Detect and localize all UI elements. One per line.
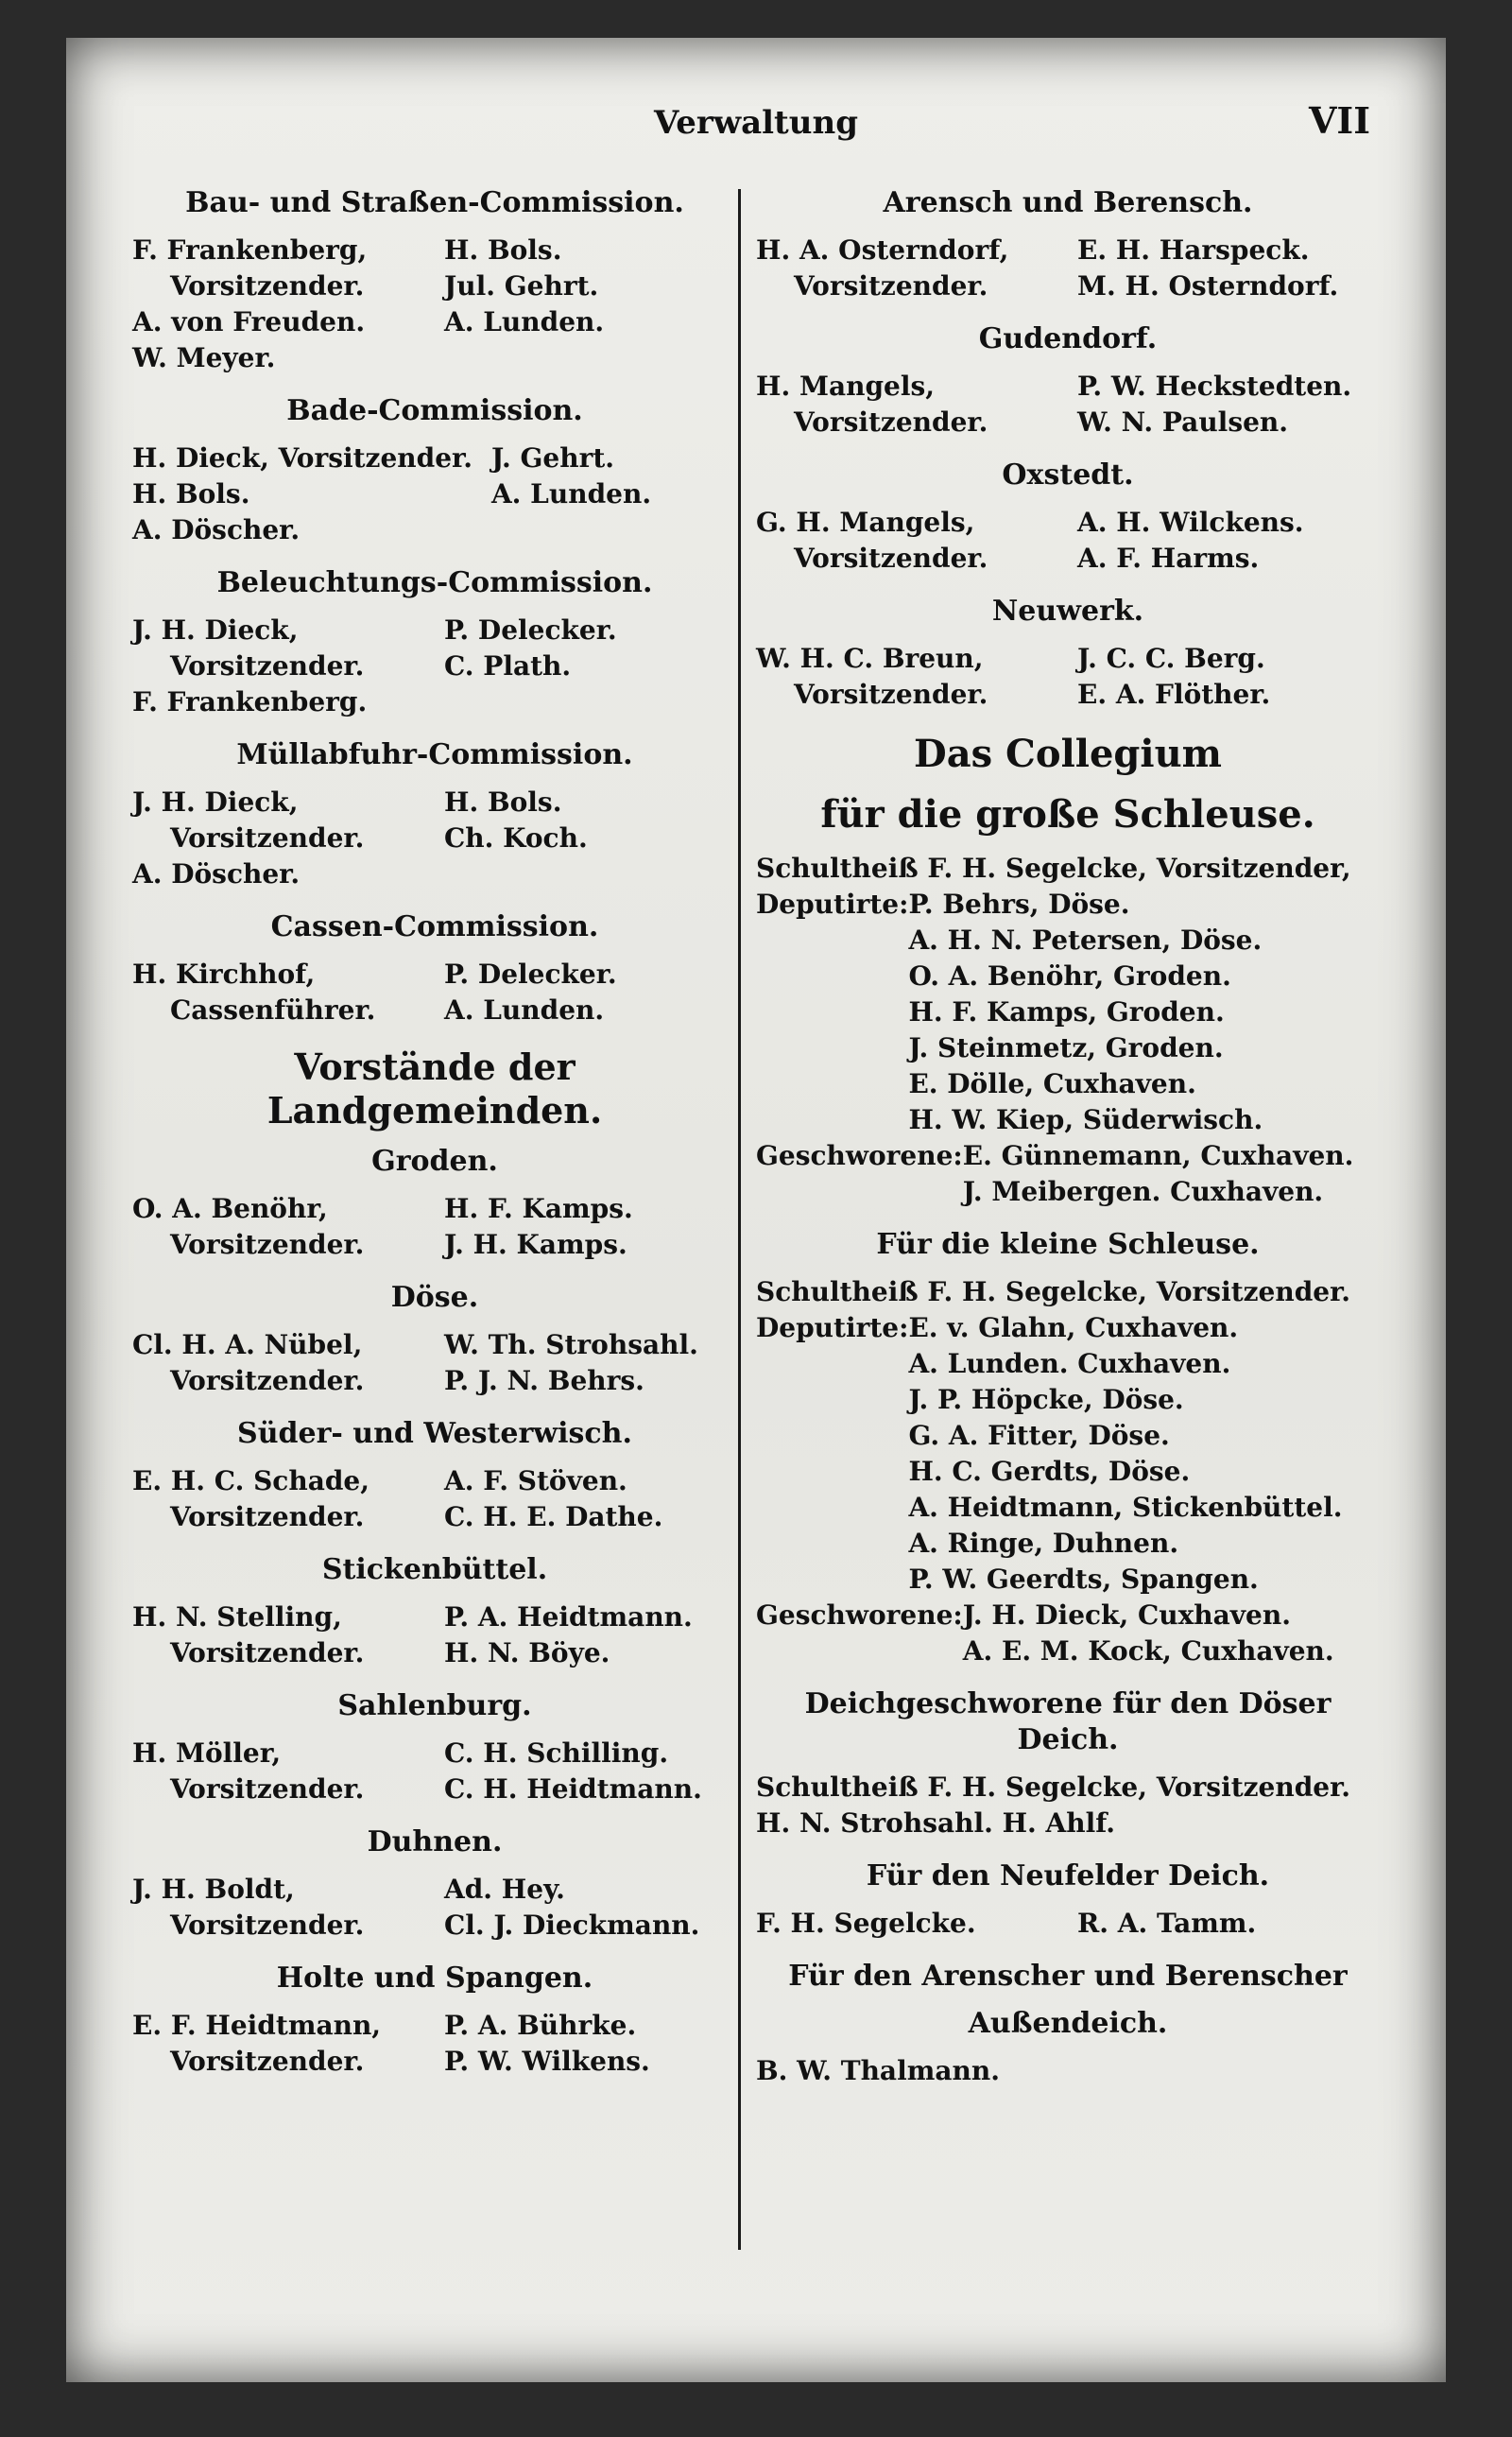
section-arensch-berensch — [756, 185, 1380, 304]
member-name-left: Vorsitzender. — [170, 1637, 365, 1668]
member-name-right: M. H. Osterndorf. — [1077, 270, 1339, 302]
member-name-left: H. Kirchhof, — [132, 959, 316, 990]
left-column — [132, 180, 737, 2097]
member-name-right: J. H. Kamps. — [444, 1229, 627, 1260]
member-name-left: J. H. Dieck, — [132, 786, 299, 818]
section-heading: Süder- und Westerwisch. — [237, 1417, 632, 1450]
member-name-left: Vorsitzender. — [170, 1365, 365, 1396]
section-heading: Groden. — [371, 1145, 498, 1178]
list-item: A. Lunden. Cuxhaven. — [908, 1348, 1231, 1379]
member-list — [132, 1327, 737, 1399]
page-number: VII — [1308, 99, 1370, 142]
list-item: A. Ringe, Duhnen. — [908, 1528, 1179, 1559]
member-list — [132, 785, 737, 892]
member-name-left: Vorsitzender. — [170, 270, 365, 302]
member-name-right: W. Th. Strohsahl. — [444, 1329, 698, 1360]
geschworene-block — [756, 1598, 1380, 1669]
deputirte-block — [756, 1310, 1380, 1598]
section-heading: Für den Neufelder Deich. — [866, 1859, 1270, 1893]
member-name-left: Vorsitzender. — [170, 2046, 365, 2077]
member-name-left: H. Mangels, — [756, 371, 935, 402]
list-item: H. W. Kiep, Süderwisch. — [908, 1104, 1263, 1135]
member-name-right: A. Lunden. — [444, 994, 605, 1026]
deich-line: Schultheiß F. H. Segelcke, Vorsitzender. — [756, 1772, 1351, 1803]
section-kleine-schleuse — [756, 1227, 1380, 1669]
member-name-right: C. Plath. — [444, 650, 572, 682]
member-name-right: Jul. Gehrt. — [444, 270, 599, 302]
list-item: A. H. N. Petersen, Döse. — [908, 925, 1263, 956]
member-name-right: A. Lunden. — [490, 478, 652, 510]
section-sahlenburg — [132, 1688, 737, 1807]
section-doese — [132, 1280, 737, 1399]
section-heading: Deichgeschworene für den Döser Deich. — [804, 1687, 1332, 1756]
member-name-right: P. A. Bührke. — [444, 2010, 637, 2041]
member-name-right: H. N. Böye. — [444, 1637, 610, 1668]
section-sueder-westerwisch — [132, 1416, 737, 1535]
member-list — [132, 1191, 737, 1263]
list-item: J. P. Höpcke, Döse. — [908, 1384, 1184, 1415]
section-heading: Döse. — [390, 1281, 479, 1314]
section-duhnen — [132, 1824, 737, 1944]
deputirte-label: Deputirte: — [756, 889, 909, 920]
list-item: J. Meibergen. Cuxhaven. — [962, 1176, 1324, 1207]
section-stickenbuettel — [132, 1552, 737, 1671]
list-item: A. Heidtmann, Stickenbüttel. — [908, 1492, 1343, 1523]
member-name-right: A. F. Harms. — [1077, 543, 1260, 574]
section-heading: Arensch und Berensch. — [883, 186, 1253, 219]
member-list — [132, 233, 737, 376]
right-column — [756, 180, 1380, 2106]
member-name-left: H. Dieck, Vorsitzender. — [132, 442, 472, 474]
member-name-left: Vorsitzender. — [170, 1229, 365, 1260]
member-name-right: E. H. Harspeck. — [1077, 234, 1310, 266]
member-name-left: W. H. C. Breun, — [756, 643, 984, 674]
member-name-right — [491, 512, 737, 548]
member-name-right: E. A. Flöther. — [1077, 679, 1271, 710]
member-name-left: E. H. C. Schade, — [132, 1465, 369, 1496]
deputirte-block — [756, 887, 1380, 1138]
member-name-left: O. A. Benöhr, — [132, 1193, 328, 1224]
member-list — [756, 641, 1380, 713]
section-heading: Stickenbüttel. — [321, 1553, 548, 1586]
member-name-right: R. A. Tamm. — [1077, 1908, 1257, 1939]
member-name-left: Vorsitzender. — [794, 679, 988, 710]
aussendeich-line: B. W. Thalmann. — [756, 2055, 1000, 2086]
member-list — [132, 441, 737, 548]
member-name-right: P. A. Heidtmann. — [444, 1601, 693, 1633]
list-item: E. Günnemann, Cuxhaven. — [962, 1140, 1354, 1171]
member-name-right: C. H. Schilling. — [444, 1737, 669, 1769]
section-heading: Sahlenburg. — [337, 1689, 532, 1722]
member-name-right: A. Lunden. — [444, 306, 605, 337]
member-name-left: Vorsitzender. — [170, 1773, 365, 1805]
member-list — [132, 957, 737, 1028]
section-heading: Duhnen. — [367, 1825, 503, 1858]
member-name-right: Ch. Koch. — [444, 822, 588, 854]
member-name-left: H. Möller, — [132, 1737, 282, 1769]
geschworene-block — [756, 1138, 1380, 1210]
schultheiss-line: Schultheiß F. H. Segelcke, Vorsitzender, — [756, 853, 1351, 884]
section-muellabfuhr — [132, 737, 737, 892]
member-name-left: Vorsitzender. — [170, 1910, 365, 1941]
geschworene-label: Geschworene: — [756, 1140, 963, 1171]
section-groden — [132, 1144, 737, 1263]
deputirte-list — [908, 887, 1380, 1138]
member-name-left: Vorsitzender. — [170, 650, 365, 682]
member-list — [756, 233, 1380, 304]
member-name-right: P. W. Wilkens. — [444, 2046, 650, 2077]
page-header-title: Verwaltung — [654, 104, 858, 142]
list-item: J. Steinmetz, Groden. — [908, 1032, 1224, 1063]
list-item: G. A. Fitter, Döse. — [908, 1420, 1170, 1451]
member-list — [756, 369, 1380, 441]
member-name-left: Vorsitzender. — [794, 270, 988, 302]
member-name-left: G. H. Mangels, — [756, 507, 975, 538]
member-name-right: H. Bols. — [444, 234, 562, 266]
section-heading: Bade-Commission. — [286, 394, 583, 427]
member-name-left: Cl. H. A. Nübel, — [132, 1329, 363, 1360]
member-name-left: J. H. Boldt, — [132, 1874, 295, 1905]
member-name-left: J. H. Dieck, — [132, 614, 299, 646]
list-item: A. E. M. Kock, Cuxhaven. — [962, 1635, 1334, 1667]
section-oxstedt — [756, 458, 1380, 577]
member-name-left: Vorsitzender. — [794, 406, 988, 438]
section-heading: Für den Arenscher und Berenscher — [788, 1960, 1348, 1993]
section-heading: Für die kleine Schleuse. — [876, 1228, 1260, 1261]
section-cassen — [132, 909, 737, 1028]
member-name-left: W. Meyer. — [132, 342, 276, 373]
list-item: E. v. Glahn, Cuxhaven. — [908, 1312, 1239, 1343]
member-name-right: P. J. N. Behrs. — [444, 1365, 644, 1396]
member-name-right — [444, 684, 737, 720]
member-name-left: Vorsitzender. — [170, 1501, 365, 1532]
member-list — [756, 1906, 1380, 1942]
member-name-right: A. F. Stöven. — [444, 1465, 627, 1496]
member-list — [132, 1599, 737, 1671]
member-name-left: A. Döscher. — [132, 514, 301, 545]
list-item: O. A. Benöhr, Groden. — [908, 960, 1231, 992]
member-name-right: J. C. C. Berg. — [1077, 643, 1265, 674]
member-name-right: A. H. Wilckens. — [1077, 507, 1304, 538]
member-name-left: H. Bols. — [132, 478, 250, 510]
member-list — [132, 2008, 737, 2080]
section-subheading: Außendeich. — [968, 2007, 1168, 2040]
member-list — [132, 1736, 737, 1807]
section-bade — [132, 393, 737, 548]
member-name-left: H. A. Osterndorf, — [756, 234, 1009, 266]
member-name-left: A. Döscher. — [132, 858, 301, 890]
section-neufelder-deich — [756, 1858, 1380, 1942]
member-list — [756, 505, 1380, 577]
deputirte-list — [908, 1310, 1380, 1598]
member-name-right — [444, 856, 737, 892]
list-item: J. H. Dieck, Cuxhaven. — [962, 1599, 1291, 1631]
member-name-left: F. H. Segelcke. — [756, 1908, 976, 1939]
section-gudendorf — [756, 321, 1380, 441]
member-name-left: E. F. Heidtmann, — [132, 2010, 382, 2041]
member-name-left: H. N. Stelling, — [132, 1601, 342, 1633]
section-heading: Gudendorf. — [978, 322, 1158, 355]
deich-line: H. N. Strohsahl. H. Ahlf. — [756, 1807, 1116, 1839]
member-name-right: P. Delecker. — [444, 959, 617, 990]
member-name-right: Ad. Hey. — [444, 1874, 565, 1905]
member-name-left: Vorsitzender. — [794, 543, 988, 574]
member-name-right: C. H. E. Dathe. — [444, 1501, 663, 1532]
member-name-right: W. N. Paulsen. — [1077, 406, 1289, 438]
member-name-right: J. Gehrt. — [490, 442, 615, 474]
section-heading: Beleuchtungs-Commission. — [216, 566, 653, 599]
section-heading: Oxstedt. — [1002, 458, 1134, 492]
section-holte-spangen — [132, 1961, 737, 2080]
member-name-left: F. Frankenberg. — [132, 686, 368, 717]
member-name-right: C. H. Heidtmann. — [444, 1773, 702, 1805]
member-name-left: A. von Freuden. — [132, 306, 366, 337]
member-name-right: P. Delecker. — [444, 614, 617, 646]
section-bau — [132, 185, 737, 376]
deputirte-label: Deputirte: — [756, 1312, 909, 1343]
member-name-right: H. F. Kamps. — [444, 1193, 633, 1224]
member-list — [132, 613, 737, 720]
list-item: H. F. Kamps, Groden. — [908, 996, 1225, 1028]
collegium-heading: Das Collegium — [914, 732, 1222, 776]
member-name-left: Vorsitzender. — [170, 822, 365, 854]
member-name-right: Cl. J. Dieckmann. — [444, 1910, 700, 1941]
list-item: E. Dölle, Cuxhaven. — [908, 1068, 1196, 1099]
list-item: H. C. Gerdts, Döse. — [908, 1456, 1191, 1487]
section-collegium — [756, 730, 1380, 1210]
member-name-right: H. Bols. — [444, 786, 562, 818]
list-item: P. Behrs, Döse. — [908, 889, 1130, 920]
section-heading: Neuwerk. — [991, 595, 1144, 628]
column-divider — [738, 189, 741, 2250]
member-name-left: Cassenführer. — [170, 994, 376, 1026]
section-beleuchtung — [132, 565, 737, 720]
member-name-right — [444, 340, 737, 376]
schultheiss-line: Schultheiß F. H. Segelcke, Vorsitzender. — [756, 1276, 1351, 1307]
geschworene-list — [963, 1598, 1380, 1669]
geschworene-label: Geschworene: — [756, 1599, 963, 1631]
section-deichgeschworene — [756, 1686, 1380, 1841]
section-neuwerk — [756, 594, 1380, 713]
section-heading: Müllabfuhr-Commission. — [236, 738, 633, 771]
list-item: P. W. Geerdts, Spangen. — [908, 1564, 1259, 1595]
section-heading: Bau- und Straßen-Commission. — [185, 186, 684, 219]
heading-vorstaende: Vorstände der Landgemeinden. — [266, 1046, 603, 1132]
section-heading: Cassen-Commission. — [270, 910, 599, 943]
geschworene-list — [963, 1138, 1380, 1210]
collegium-subheading: für die große Schleuse. — [820, 792, 1315, 837]
section-heading: Holte und Spangen. — [276, 1962, 593, 1995]
section-aussendeich — [756, 1959, 1380, 2089]
member-name-right: P. W. Heckstedten. — [1077, 371, 1352, 402]
member-name-left: F. Frankenberg, — [132, 234, 368, 266]
member-list — [132, 1463, 737, 1535]
member-list — [132, 1872, 737, 1944]
